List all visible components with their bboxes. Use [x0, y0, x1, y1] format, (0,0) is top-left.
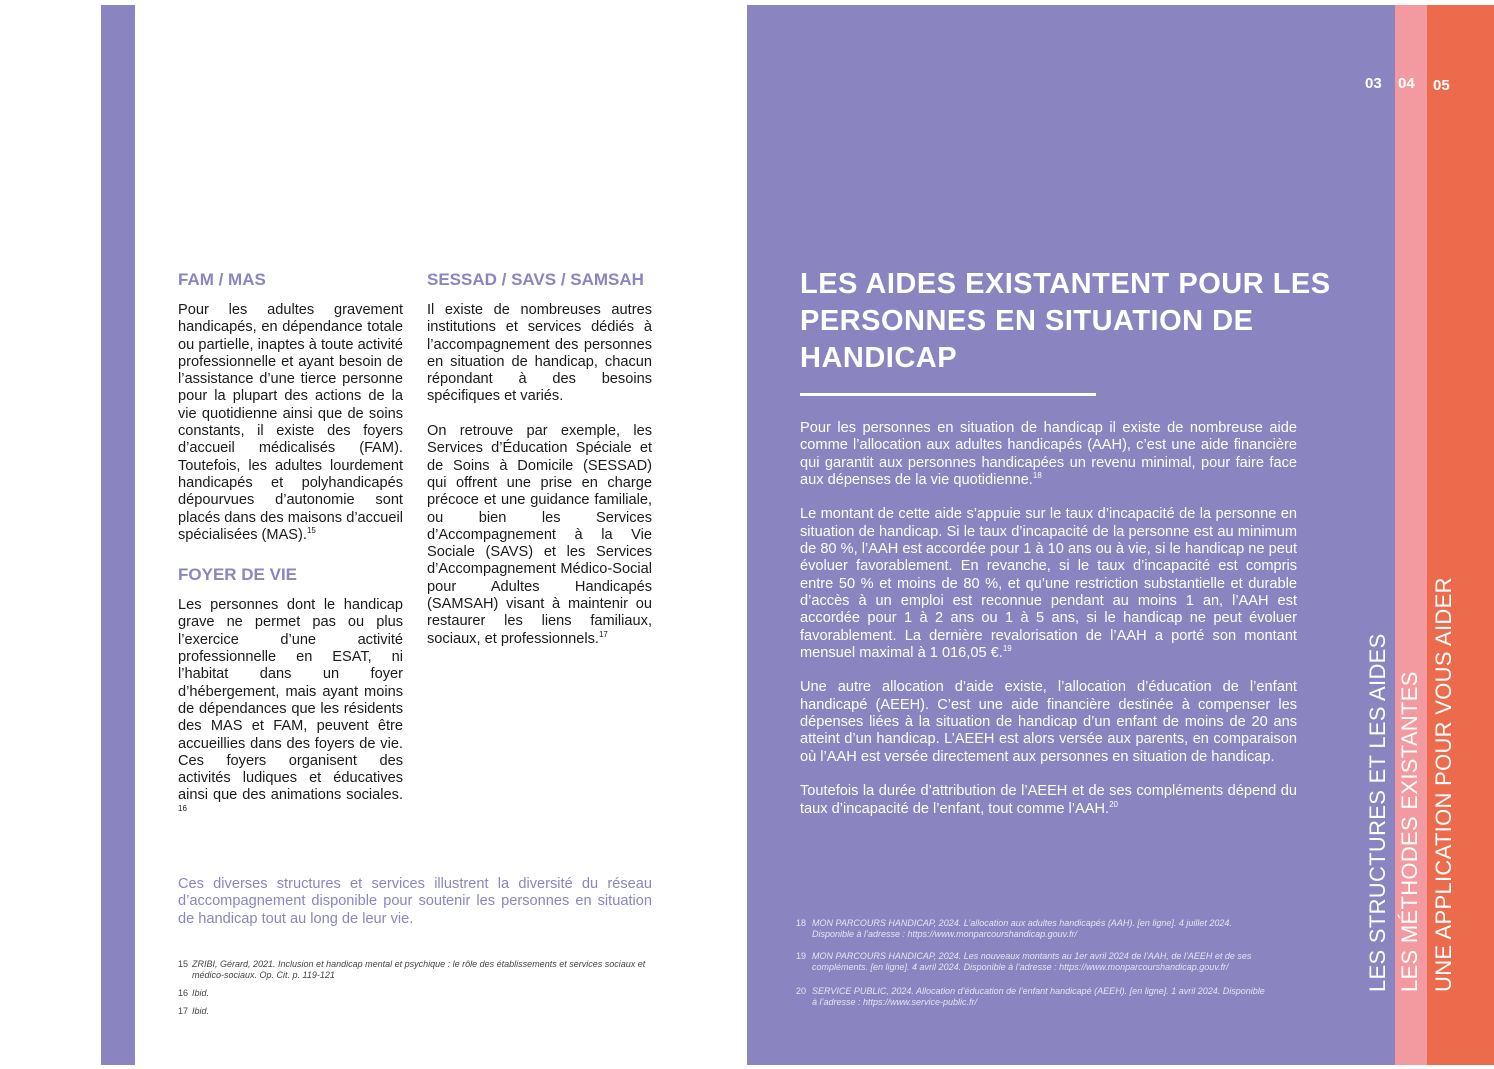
footnote-ref[interactable]: 20 [1109, 799, 1118, 809]
footnote-16: 16 Ibid. [178, 988, 210, 998]
footnote-20: 20 SERVICE PUBLIC, 2024. Allocation d’éducation de l’enfant handicapé (AEEH). [en ligne]. 1 avril 2024. Disponible à l’adresse : https://www.service-public.fr/ [796, 986, 1265, 1007]
section-heading-sessad: SESSAD / SAVS / SAMSAH [427, 270, 644, 289]
footnote-ref[interactable]: 18 [1032, 471, 1042, 481]
footnote-ref[interactable]: 17 [598, 629, 608, 639]
left-column-1 [178, 269, 403, 822]
paragraph-aah-amount: Le montant de cette aide s’appuie sur le taux d’incapacité de la personne en situation de handicap. Si le taux d’incapacité de la personne est au minimum de 80 %, l’AAH est accordée pour 1 à 10 ans ou à vie, si le handicap ne peut évoluer favorablement. En revanche, si le taux d’incapacité est compris entre 50 % et moins de 80 %, et qu’une restriction substantielle et durable d’accès à un emploi est reconnue pendant au moins 1 an, l’AAH est accordée pour 1 à 2 ans ou 1 à 5 ans, si le handicap ne peut évoluer favorablement. La dernière revalorisation de l’AAH a porté son montant mensuel maximal à 1 016,05 €.$^{19}$ [800, 506, 1297, 661]
chapter-label-05[interactable]: UNE APPLICATION POUR VOUS AIDER [1431, 577, 1456, 992]
paragraph-foyer-de-vie: Les personnes dont le handicap grave ne permet pas ou plus l’exercice d’une activité professionnelle en ESAT, ni l’habitat dans un foyer d’hébergement, mais ayant moins de dépendances que les résidents des MAS et FAM, peuvent être accueillies dans des foyers de vie. Ces foyers organisent des activités ludiques et éducatives ainsi que des animations sociales. $^{16}$ [178, 597, 403, 813]
footnote-15: 15 ZRIBI, Gérard, 2021. Inclusion et handicap mental et psychique : le rôle des établissements et services sociaux et médico-sociaux. Op. Cit. p. 119-121 [178, 959, 646, 980]
title-divider [800, 393, 1096, 396]
paragraph-sessad-examples: On retrouve par exemple, les Services d’Éducation Spéciale et de Soins à Domicile (SESSAD) qui offrent une prise en charge précoce et une guidance familiale, ou bien les Services d’Accompagnement à la Vie Sociale (SAVS) et les Services d’Accompagnement Médico-Social pour Adultes Handicapés (SAMSAH) visant à maintenir ou restaurer les liens familiaux, sociaux, et professionnels.$^{17}$ [427, 423, 652, 647]
right-body-text [800, 420, 1297, 835]
chapter-number-04[interactable]: 04 [1398, 75, 1415, 92]
page-title: LES AIDES EXISTANTENT POUR LES PERSONNES EN SITUATION DE HANDICAP [800, 268, 1331, 374]
footnote-17: 17 Ibid. [178, 1006, 210, 1016]
paragraph-fam-mas: Pour les adultes gravement handicapés, en dépendance totale ou partielle, inaptes à toute activité professionnelle et ayant besoin de l’assistance d’une tierce personne pour la plupart des actions de la vie quotidienne ainsi que de soins constants, il existe des foyers d’accueil médicalisés (FAM). Toutefois, les adultes lourdement handicapés et polyhandicapés dépourvues d’autonomie sont placés dans des maisons d’accueil spécialisées (MAS).$^{15}$ [178, 302, 403, 543]
left-page-color-strip [101, 5, 135, 1065]
chapter-number-03[interactable]: 03 [1365, 75, 1382, 92]
footnote-19: 19 MON PARCOURS HANDICAP, 2024. Les nouveaux montants au 1er avril 2024 de l’AAH, de l’AEEH et de ses compléments. [en ligne]. 4 avril 2024. Disponible à l’adresse : https://www.monparcourshandicap.gouv.fr/ [796, 951, 1252, 972]
chapter-label-04[interactable]: LES MÉTHODES EXISTANTES [1397, 671, 1422, 992]
chapter-number-05[interactable]: 05 [1433, 77, 1450, 94]
footnote-ref[interactable]: 19 [1002, 644, 1012, 653]
conclusion-text: Ces diverses structures et services illustrent la diversité du réseau d’accompagnement disponible pour soutenir les personnes en situation de handicap tout au long de leur vie. [178, 876, 652, 927]
section-heading-fam-mas: FAM / MAS [178, 270, 266, 289]
footnote-ref[interactable]: 16 [178, 803, 187, 813]
paragraph-sessad-intro: Il existe de nombreuses autres institutions et services dédiés à l’accompagnement des personnes en situation de handicap, chacun répondant à des besoins spécifiques et variés. [427, 302, 652, 405]
footnote-ref[interactable]: 15 [306, 526, 316, 535]
paragraph-aeeh-duration: Toutefois la durée d’attribution de l’AEEH et de ses compléments dépend du taux d’incapacité de l’enfant, tout comme l’AAH.$^{20}$ [800, 783, 1297, 817]
left-column-2 [427, 269, 652, 648]
footnote-18: 18 MON PARCOURS HANDICAP, 2024. L’allocation aux adultes handicapés (AAH). [en ligne]. 4 juillet 2024. Disponible à l’adresse : https://www.monparcourshandicap.gouv.fr/ [796, 918, 1232, 939]
chapter-label-03[interactable]: LES STRUCTURES ET LES AIDES [1365, 633, 1390, 992]
section-heading-foyer-de-vie: FOYER DE VIE [178, 565, 298, 585]
paragraph-aah-intro: Pour les personnes en situation de handicap il existe de nombreuse aide comme l’allocation aux adultes handicapés (AAH), c’est une aide financière qui garantit aux personnes handicapées un revenu minimal, pour faire face aux dépenses de la vie quotidienne.$^{18}$ [800, 420, 1297, 488]
paragraph-aeeh: Une autre allocation d’aide existe, l’allocation d’éducation de l’enfant handicapé (AEEH). C’est une aide financière destinée à compenser les dépenses liées à la situation de handicap d’un enfant de moins de 20 ans atteint d’un handicap. L’AEEH est alors versée aux parents, en comparaison où l’AAH est versée directement aux personnes en situation de handicap. [800, 679, 1297, 765]
